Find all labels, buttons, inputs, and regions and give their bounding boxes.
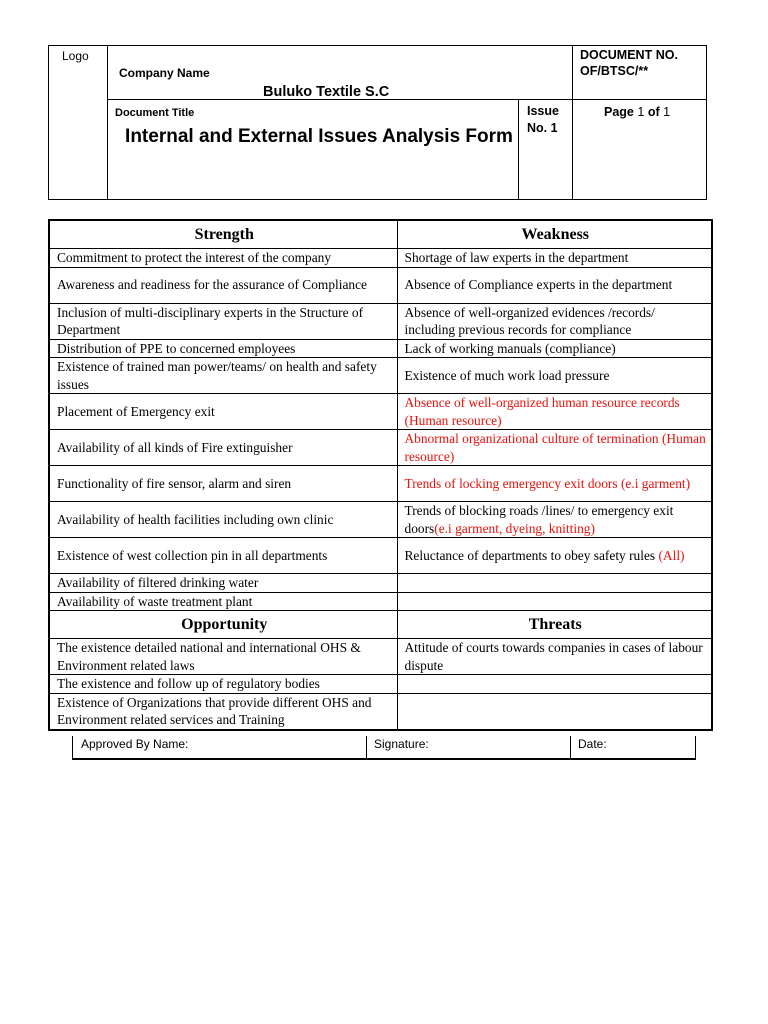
table-row [49, 394, 712, 430]
threats-header: Threats [397, 611, 712, 639]
weakness-text: Shortage of law experts in the department [404, 250, 629, 265]
weakness-cell [397, 303, 712, 339]
weakness-cell [397, 466, 712, 502]
table-row [49, 267, 712, 303]
weakness-note: Abnormal organizational culture of termination (Human resource) [404, 431, 706, 464]
strength-cell: Availability of filtered drinking water [49, 574, 397, 593]
table-row [49, 693, 712, 730]
issue-number: No. 1 [527, 121, 558, 135]
weakness-cell [397, 574, 712, 593]
date-label: Date: [578, 737, 607, 751]
weakness-text: Absence of Compliance experts in the department [404, 277, 673, 293]
opportunity-cell: The existence detailed national and international OHS & Environment related laws [49, 639, 397, 675]
page-total: 1 [663, 105, 671, 119]
strength-cell: Availability of health facilities including own clinic [49, 502, 397, 538]
document-no-label: DOCUMENT NO. [580, 48, 678, 62]
strength-cell: Existence of west collection pin in all departments [49, 538, 397, 574]
weakness-cell [397, 502, 712, 538]
weakness-cell [397, 538, 712, 574]
strength-cell: Distribution of PPE to concerned employees [49, 339, 397, 358]
threat-cell [397, 675, 712, 694]
table-row [49, 675, 712, 694]
threat-cell [397, 693, 712, 730]
table-row [49, 249, 712, 268]
swot-table [48, 219, 713, 731]
weakness-text: Reluctance of departments to obey safety rules [404, 547, 659, 563]
table-row [49, 639, 712, 675]
table-row [49, 538, 712, 574]
opportunity-header: Opportunity [49, 611, 397, 639]
weakness-cell [397, 592, 712, 611]
weakness-text: Trends of blocking roads /lines/ to emergency exit doors [404, 503, 674, 536]
logo-placeholder: Logo [62, 49, 89, 63]
strength-cell: Availability of all kinds of Fire extinguisher [49, 430, 397, 466]
document-no-value: OF/BTSC/** [580, 64, 649, 78]
page-of: of [647, 105, 660, 119]
table-row [49, 466, 712, 502]
table-header-row [49, 220, 712, 249]
opportunity-cell: The existence and follow up of regulatory bodies [49, 675, 397, 694]
table-header-row [49, 611, 712, 639]
table-row [49, 303, 712, 339]
company-name: Buluko Textile S.C [263, 84, 390, 100]
weakness-note: Trends of locking emergency exit doors (e.i garment) [404, 475, 691, 491]
signature-label: Signature: [374, 737, 429, 751]
opportunity-cell: Existence of Organizations that provide different OHS and Environment related services and Training [49, 693, 397, 730]
approved-by-label: Approved By Name: [81, 737, 189, 751]
strength-cell: Awareness and readiness for the assurance of Compliance [49, 267, 397, 303]
strength-cell: Inclusion of multi-disciplinary experts in the Structure of Department [49, 303, 397, 339]
strength-cell: Existence of trained man power/teams/ on health and safety issues [49, 358, 397, 394]
table-row [49, 574, 712, 593]
weakness-header: Weakness [397, 220, 712, 249]
weakness-cell [397, 394, 712, 430]
weakness-text: Absence of well-organized evidences /records/ including previous records for compliance [404, 304, 655, 337]
table-row [49, 430, 712, 466]
weakness-note: (e.i garment, dyeing, knitting) [434, 520, 595, 536]
strength-cell: Placement of Emergency exit [49, 394, 397, 430]
table-row [49, 339, 712, 358]
weakness-cell [397, 339, 712, 358]
weakness-cell [397, 430, 712, 466]
table-row [49, 592, 712, 611]
document-title-label: Document Title [115, 107, 195, 119]
document-header [48, 45, 707, 200]
strength-cell: Functionality of fire sensor, alarm and siren [49, 466, 397, 502]
approval-strip [72, 736, 696, 760]
page-label: Page [604, 105, 634, 119]
weakness-cell [397, 267, 712, 303]
strength-cell: Commitment to protect the interest of the company [49, 249, 397, 268]
document-title: Internal and External Issues Analysis Form [125, 126, 513, 147]
threat-cell: Attitude of courts towards companies in cases of labour dispute [397, 639, 712, 675]
weakness-text: Lack of working manuals (compliance) [404, 340, 616, 356]
weakness-text: Existence of much work load pressure [404, 367, 610, 383]
weakness-note: Absence of well-organized human resource records (Human resource) [404, 395, 680, 428]
page-current: 1 [637, 105, 645, 119]
weakness-cell [397, 249, 712, 268]
issue-label: Issue [527, 104, 559, 118]
weakness-cell [397, 358, 712, 394]
strength-header: Strength [49, 220, 397, 249]
company-name-label: Company Name [119, 66, 210, 80]
table-row [49, 358, 712, 394]
strength-cell: Availability of waste treatment plant [49, 592, 397, 611]
page-indicator [604, 105, 670, 119]
table-row [49, 502, 712, 538]
weakness-note: (All) [658, 547, 685, 563]
